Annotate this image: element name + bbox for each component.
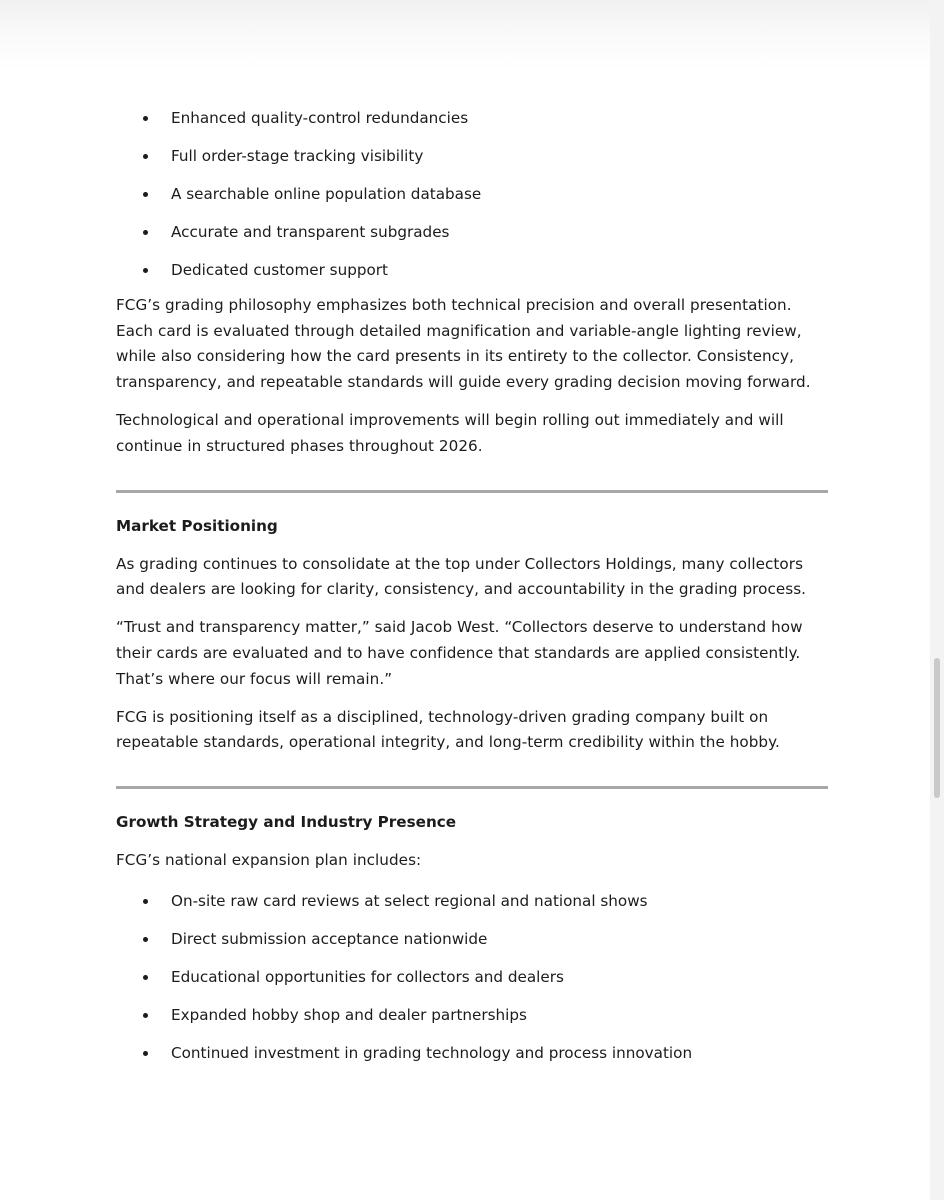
scrollbar-thumb[interactable] (934, 658, 940, 798)
list-item-text: Enhanced quality-control redundancies (171, 109, 469, 127)
bullet-icon (143, 937, 148, 942)
features-list (116, 103, 828, 293)
list-item (116, 962, 828, 1000)
list-item-text: Expanded hobby shop and dealer partnerships (171, 1006, 527, 1025)
list-item-text: On-site raw card reviews at select regional and national shows (171, 892, 648, 911)
bullet-icon (143, 975, 148, 980)
list-item-text: Educational opportunities for collectors and dealers (171, 968, 564, 987)
bullet-icon (143, 1013, 148, 1018)
list-item (116, 179, 828, 217)
top-shadow-band (0, 0, 930, 70)
list-item (116, 141, 828, 179)
expansion-list (116, 886, 828, 1076)
growth-strategy-heading: Growth Strategy and Industry Presence (116, 813, 457, 832)
section-divider (116, 786, 828, 789)
list-item (116, 255, 828, 293)
grading-philosophy-paragraph: FCG’s grading philosophy emphasizes both technical precision and overall presentation. Each card is evaluated through detailed magnification and variable-angle lighting review, while also considering how the card presents in its entirety to the collector. Consistency, transparency, and repeatable standards will guide every grading decision moving forward. (116, 296, 811, 392)
list-item-text: Direct submission acceptance nationwide (171, 930, 488, 949)
bullet-icon (143, 1051, 148, 1056)
scrollbar-track[interactable] (930, 0, 944, 1200)
list-item (116, 103, 828, 141)
list-item (116, 924, 828, 962)
document-page (116, 103, 828, 1076)
section-divider (116, 490, 828, 493)
list-item-text: Full order-stage tracking visibility (171, 147, 424, 165)
rollout-paragraph: Technological and operational improvements will begin rolling out immediately and will continue in structured phases throughout 2026. (116, 411, 784, 455)
positioning-paragraph: FCG is positioning itself as a disciplined, technology-driven grading company built on repeatable standards, operational integrity, and long-term credibility within the hobby. (116, 707, 780, 752)
list-item (116, 1038, 828, 1076)
bullet-icon (143, 192, 148, 197)
bullet-icon (143, 268, 148, 273)
bullet-icon (143, 899, 148, 904)
quote-paragraph: “Trust and transparency matter,” said Jacob West. “Collectors deserve to understand how their cards are evaluated and to have confidence that standards are applied consistently. That’s where our focus will remain.” (116, 618, 803, 688)
expansion-intro-paragraph: FCG’s national expansion plan includes: (116, 851, 422, 870)
list-item-text: Dedicated customer support (171, 261, 388, 279)
list-item (116, 886, 828, 924)
list-item-text: Continued investment in grading technology and process innovation (171, 1044, 693, 1063)
market-paragraph: As grading continues to consolidate at the top under Collectors Holdings, many collectors and dealers are looking for clarity, consistency, and accountability in the grading process. (116, 554, 807, 599)
bullet-icon (143, 116, 148, 121)
bullet-icon (143, 230, 148, 235)
list-item (116, 217, 828, 255)
bullet-icon (143, 154, 148, 159)
list-item-text: Accurate and transparent subgrades (171, 223, 450, 241)
market-positioning-heading: Market Positioning (116, 516, 278, 535)
list-item-text: A searchable online population database (171, 185, 482, 203)
list-item (116, 1000, 828, 1038)
